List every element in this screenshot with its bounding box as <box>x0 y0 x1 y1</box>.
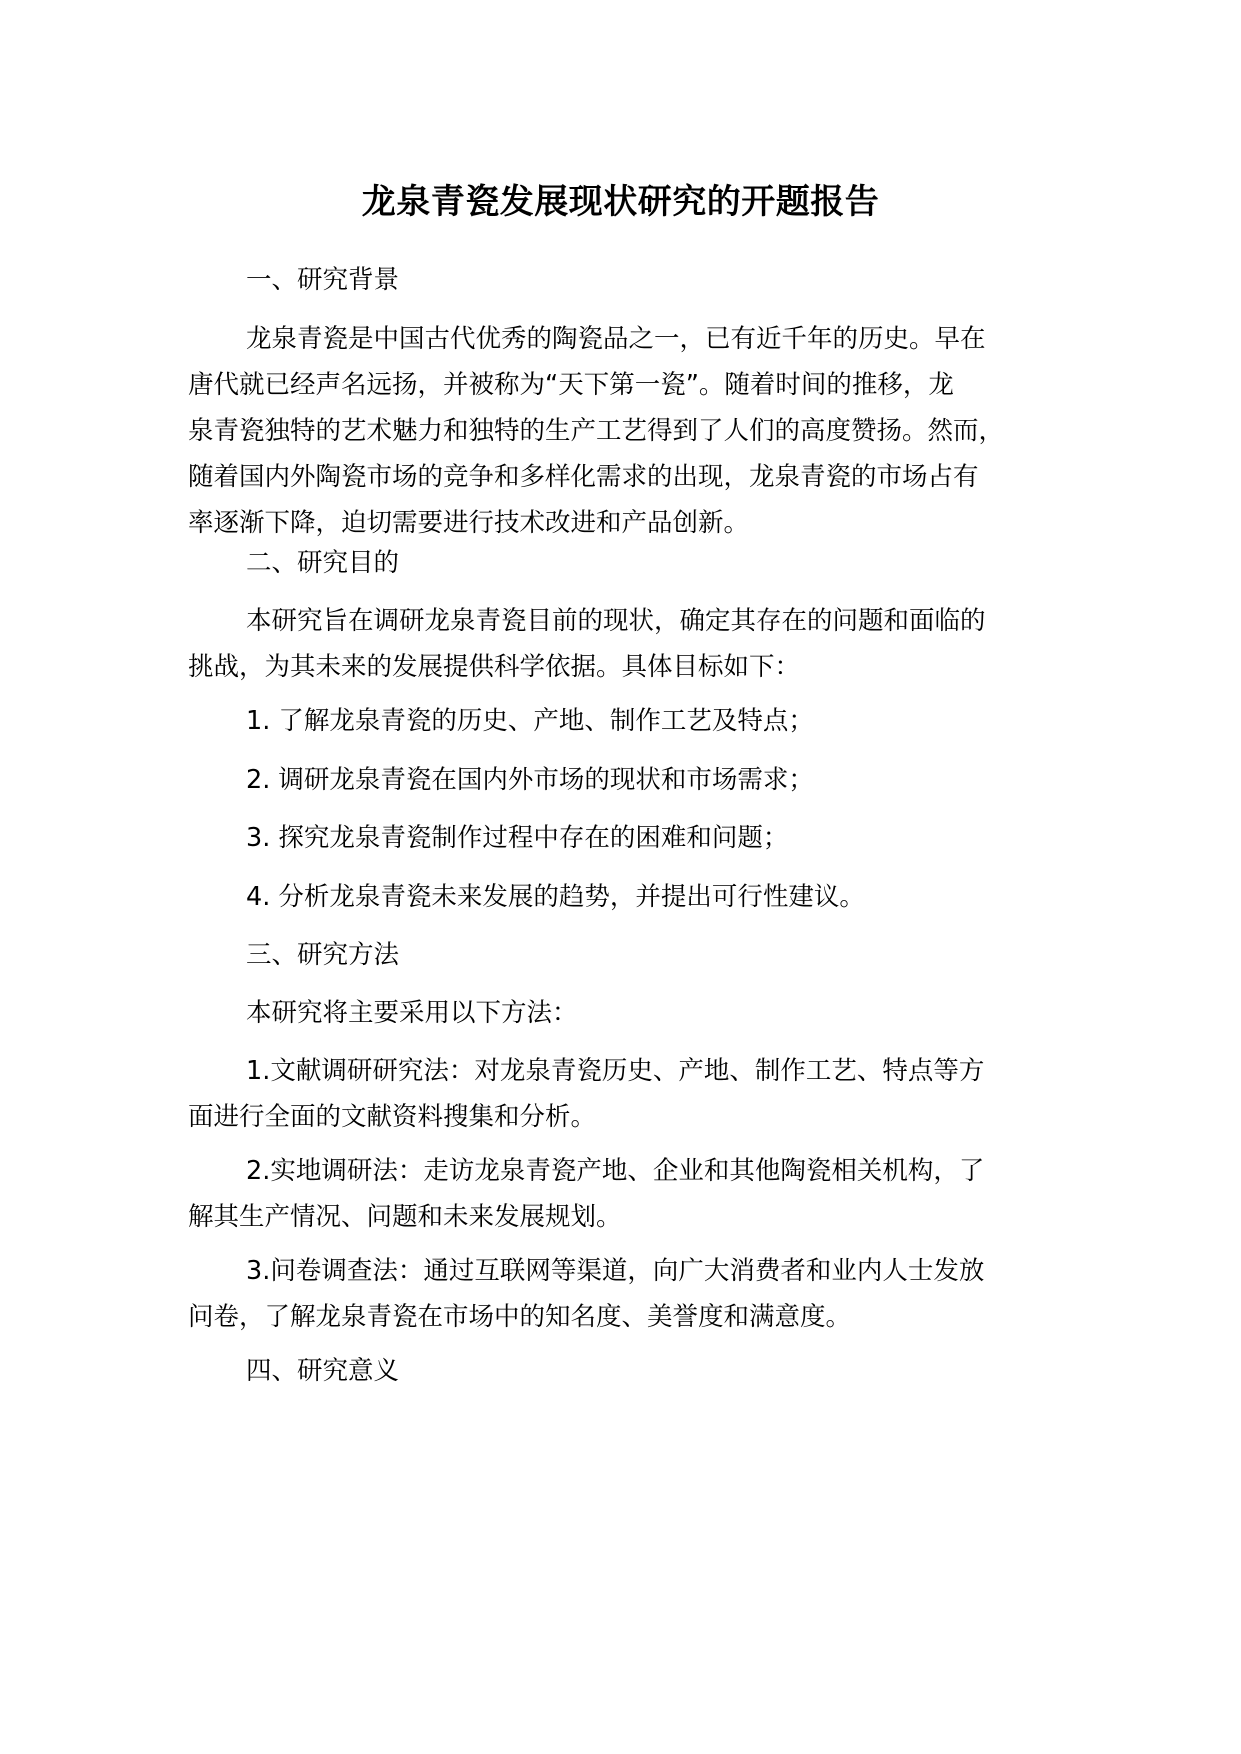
paragraph-line: 1.文献调研研究法：对龙泉青瓷历史、产地、制作工艺、特点等方 <box>246 1056 985 1086</box>
paragraph-line: 解其生产情况、问题和未来发展规划。 <box>188 1202 622 1232</box>
section-heading-purpose: 二、研究目的 <box>246 548 400 578</box>
goal-item-1: 1. 了解龙泉青瓷的历史、产地、制作工艺及特点； <box>246 706 814 736</box>
paragraph-line: 龙泉青瓷是中国古代优秀的陶瓷品之一，已有近千年的历史。早在 <box>246 324 986 354</box>
paragraph-line: 面进行全面的文献资料搜集和分析。 <box>188 1102 597 1132</box>
methods-intro: 本研究将主要采用以下方法： <box>246 998 578 1028</box>
goal-item-2: 2. 调研龙泉青瓷在国内外市场的现状和市场需求； <box>246 765 814 795</box>
method-item-1 <box>188 1048 1078 1140</box>
goal-item-3: 3. 探究龙泉青瓷制作过程中存在的困难和问题； <box>246 823 789 853</box>
paragraph-background <box>188 316 1078 546</box>
paragraph-line: 3.问卷调查法：通过互联网等渠道，向广大消费者和业内人士发放 <box>246 1256 985 1286</box>
paragraph-line: 唐代就已经声名远扬，并被称为“天下第一瓷”。随着时间的推移，龙 <box>188 370 954 400</box>
section-heading-significance: 四、研究意义 <box>246 1356 400 1386</box>
method-item-2 <box>188 1148 1078 1240</box>
section-heading-methods: 三、研究方法 <box>246 940 400 970</box>
method-item-3 <box>188 1248 1078 1340</box>
paragraph-line: 本研究旨在调研龙泉青瓷目前的现状，确定其存在的问题和面临的 <box>246 606 986 636</box>
page-title: 龙泉青瓷发展现状研究的开题报告 <box>361 182 880 222</box>
paragraph-line: 随着国内外陶瓷市场的竞争和多样化需求的出现，龙泉青瓷的市场占有 <box>188 462 979 492</box>
paragraph-line: 2.实地调研法：走访龙泉青瓷产地、企业和其他陶瓷相关机构，了 <box>246 1156 985 1186</box>
paragraph-purpose <box>188 598 1078 690</box>
paragraph-line: 挑战，为其未来的发展提供科学依据。具体目标如下： <box>188 652 801 682</box>
goal-item-4: 4. 分析龙泉青瓷未来发展的趋势，并提出可行性建议。 <box>246 882 865 912</box>
paragraph-line: 率逐渐下降，迫切需要进行技术改进和产品创新。 <box>188 508 750 538</box>
paragraph-line: 问卷，了解龙泉青瓷在市场中的知名度、美誉度和满意度。 <box>188 1302 852 1332</box>
section-heading-background: 一、研究背景 <box>246 265 400 295</box>
paragraph-line: 泉青瓷独特的艺术魅力和独特的生产工艺得到了人们的高度赞扬。然而， <box>188 416 1005 446</box>
